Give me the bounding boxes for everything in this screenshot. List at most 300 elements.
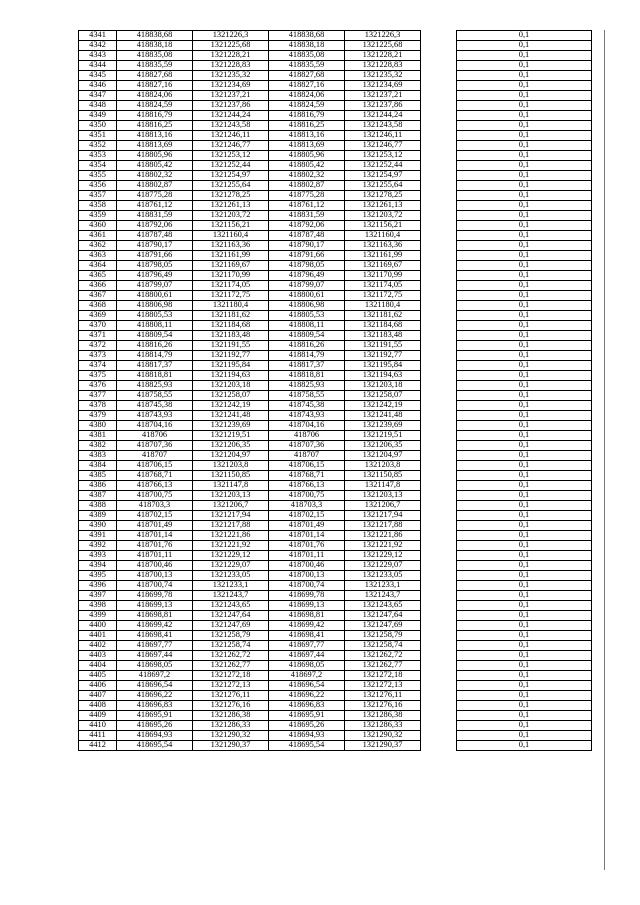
y-coord-repeat-cell: 1321195,84 <box>345 361 421 371</box>
y-coord-repeat-cell: 1321233,05 <box>345 571 421 581</box>
point-number-cell: 4392 <box>79 541 117 551</box>
x-coord-cell: 418704,16 <box>117 421 193 431</box>
x-coord-repeat-cell: 418766,13 <box>269 481 345 491</box>
y-coord-repeat-cell: 1321228,21 <box>345 51 421 61</box>
column-gap <box>421 741 457 751</box>
accuracy-cell: 0,1 <box>457 291 592 301</box>
x-coord-cell: 418699,42 <box>117 621 193 631</box>
table-row <box>79 571 592 581</box>
point-number-cell: 4341 <box>79 31 117 41</box>
table-row <box>79 641 592 651</box>
column-gap <box>421 571 457 581</box>
x-coord-repeat-cell: 418806,98 <box>269 301 345 311</box>
accuracy-cell: 0,1 <box>457 151 592 161</box>
table-row <box>79 261 592 271</box>
accuracy-cell: 0,1 <box>457 671 592 681</box>
y-coord-repeat-cell: 1321226,3 <box>345 31 421 41</box>
y-coord-cell: 1321247,64 <box>193 611 269 621</box>
table-row <box>79 181 592 191</box>
point-number-cell: 4389 <box>79 511 117 521</box>
accuracy-cell: 0,1 <box>457 691 592 701</box>
accuracy-cell: 0,1 <box>457 521 592 531</box>
y-coord-repeat-cell: 1321247,69 <box>345 621 421 631</box>
accuracy-cell: 0,1 <box>457 141 592 151</box>
x-coord-repeat-cell: 418791,66 <box>269 251 345 261</box>
y-coord-repeat-cell: 1321254,97 <box>345 171 421 181</box>
y-coord-repeat-cell: 1321252,44 <box>345 161 421 171</box>
y-coord-cell: 1321258,07 <box>193 391 269 401</box>
point-number-cell: 4364 <box>79 261 117 271</box>
x-coord-repeat-cell: 418827,16 <box>269 81 345 91</box>
x-coord-cell: 418696,54 <box>117 681 193 691</box>
x-coord-cell: 418787,48 <box>117 231 193 241</box>
x-coord-cell: 418701,76 <box>117 541 193 551</box>
y-coord-cell: 1321244,24 <box>193 111 269 121</box>
point-number-cell: 4370 <box>79 321 117 331</box>
column-gap <box>421 601 457 611</box>
x-coord-repeat-cell: 418824,59 <box>269 101 345 111</box>
y-coord-repeat-cell: 1321203,18 <box>345 381 421 391</box>
accuracy-cell: 0,1 <box>457 221 592 231</box>
x-coord-repeat-cell: 418817,37 <box>269 361 345 371</box>
y-coord-cell: 1321161,99 <box>193 251 269 261</box>
point-number-cell: 4403 <box>79 651 117 661</box>
x-coord-repeat-cell: 418827,68 <box>269 71 345 81</box>
y-coord-cell: 1321247,69 <box>193 621 269 631</box>
column-gap <box>421 351 457 361</box>
y-coord-cell: 1321172,75 <box>193 291 269 301</box>
x-coord-repeat-cell: 418758,55 <box>269 391 345 401</box>
table-row <box>79 381 592 391</box>
y-coord-repeat-cell: 1321181,62 <box>345 311 421 321</box>
column-gap <box>421 511 457 521</box>
table-row <box>79 411 592 421</box>
table-row <box>79 31 592 41</box>
accuracy-cell: 0,1 <box>457 551 592 561</box>
column-gap <box>421 81 457 91</box>
accuracy-cell: 0,1 <box>457 741 592 751</box>
accuracy-cell: 0,1 <box>457 731 592 741</box>
table-row <box>79 531 592 541</box>
table-row <box>79 401 592 411</box>
x-coord-cell: 418701,49 <box>117 521 193 531</box>
table-row <box>79 331 592 341</box>
point-number-cell: 4382 <box>79 441 117 451</box>
accuracy-cell: 0,1 <box>457 631 592 641</box>
y-coord-repeat-cell: 1321286,33 <box>345 721 421 731</box>
y-coord-repeat-cell: 1321241,48 <box>345 411 421 421</box>
point-number-cell: 4404 <box>79 661 117 671</box>
point-number-cell: 4380 <box>79 421 117 431</box>
y-coord-cell: 1321194,63 <box>193 371 269 381</box>
y-coord-repeat-cell: 1321239,69 <box>345 421 421 431</box>
point-number-cell: 4363 <box>79 251 117 261</box>
x-coord-cell: 418697,77 <box>117 641 193 651</box>
accuracy-cell: 0,1 <box>457 391 592 401</box>
column-gap <box>421 671 457 681</box>
y-coord-repeat-cell: 1321258,79 <box>345 631 421 641</box>
y-coord-repeat-cell: 1321262,72 <box>345 651 421 661</box>
accuracy-cell: 0,1 <box>457 441 592 451</box>
table-row <box>79 741 592 751</box>
x-coord-cell: 418802,87 <box>117 181 193 191</box>
y-coord-repeat-cell: 1321262,77 <box>345 661 421 671</box>
point-number-cell: 4350 <box>79 121 117 131</box>
y-coord-cell: 1321163,36 <box>193 241 269 251</box>
y-coord-cell: 1321286,38 <box>193 711 269 721</box>
x-coord-repeat-cell: 418805,42 <box>269 161 345 171</box>
column-gap <box>421 271 457 281</box>
x-coord-repeat-cell: 418701,76 <box>269 541 345 551</box>
accuracy-cell: 0,1 <box>457 421 592 431</box>
y-coord-repeat-cell: 1321255,64 <box>345 181 421 191</box>
table-row <box>79 71 592 81</box>
x-coord-repeat-cell: 418814,79 <box>269 351 345 361</box>
accuracy-cell: 0,1 <box>457 401 592 411</box>
y-coord-repeat-cell: 1321253,12 <box>345 151 421 161</box>
column-gap <box>421 681 457 691</box>
point-number-cell: 4366 <box>79 281 117 291</box>
table-row <box>79 681 592 691</box>
point-number-cell: 4371 <box>79 331 117 341</box>
table-row <box>79 61 592 71</box>
y-coord-cell: 1321290,37 <box>193 741 269 751</box>
y-coord-repeat-cell: 1321278,25 <box>345 191 421 201</box>
table-row <box>79 551 592 561</box>
y-coord-repeat-cell: 1321160,4 <box>345 231 421 241</box>
table-row <box>79 481 592 491</box>
y-coord-repeat-cell: 1321206,7 <box>345 501 421 511</box>
column-gap <box>421 531 457 541</box>
y-coord-cell: 1321203,72 <box>193 211 269 221</box>
column-gap <box>421 731 457 741</box>
table-row <box>79 101 592 111</box>
point-number-cell: 4344 <box>79 61 117 71</box>
point-number-cell: 4396 <box>79 581 117 591</box>
accuracy-cell: 0,1 <box>457 331 592 341</box>
x-coord-cell: 418791,66 <box>117 251 193 261</box>
x-coord-repeat-cell: 418813,69 <box>269 141 345 151</box>
column-gap <box>421 651 457 661</box>
y-coord-repeat-cell: 1321243,58 <box>345 121 421 131</box>
y-coord-cell: 1321242,19 <box>193 401 269 411</box>
x-coord-repeat-cell: 418704,16 <box>269 421 345 431</box>
table-row <box>79 51 592 61</box>
y-coord-cell: 1321183,48 <box>193 331 269 341</box>
column-gap <box>421 161 457 171</box>
accuracy-cell: 0,1 <box>457 281 592 291</box>
x-coord-cell: 418694,93 <box>117 731 193 741</box>
y-coord-repeat-cell: 1321204,97 <box>345 451 421 461</box>
x-coord-repeat-cell: 418816,26 <box>269 341 345 351</box>
y-coord-cell: 1321276,11 <box>193 691 269 701</box>
point-number-cell: 4379 <box>79 411 117 421</box>
y-coord-repeat-cell: 1321228,83 <box>345 61 421 71</box>
accuracy-cell: 0,1 <box>457 361 592 371</box>
y-coord-cell: 1321246,11 <box>193 131 269 141</box>
y-coord-cell: 1321254,97 <box>193 171 269 181</box>
column-gap <box>421 231 457 241</box>
x-coord-cell: 418701,14 <box>117 531 193 541</box>
x-coord-repeat-cell: 418824,06 <box>269 91 345 101</box>
y-coord-cell: 1321237,21 <box>193 91 269 101</box>
point-number-cell: 4402 <box>79 641 117 651</box>
column-gap <box>421 481 457 491</box>
y-coord-repeat-cell: 1321163,36 <box>345 241 421 251</box>
accuracy-cell: 0,1 <box>457 121 592 131</box>
accuracy-cell: 0,1 <box>457 251 592 261</box>
y-coord-cell: 1321272,18 <box>193 671 269 681</box>
x-coord-repeat-cell: 418700,13 <box>269 571 345 581</box>
table-row <box>79 201 592 211</box>
accuracy-cell: 0,1 <box>457 651 592 661</box>
x-coord-repeat-cell: 418775,28 <box>269 191 345 201</box>
x-coord-repeat-cell: 418792,06 <box>269 221 345 231</box>
x-coord-cell: 418698,05 <box>117 661 193 671</box>
y-coord-repeat-cell: 1321290,37 <box>345 741 421 751</box>
y-coord-repeat-cell: 1321217,94 <box>345 511 421 521</box>
table-row <box>79 121 592 131</box>
x-coord-cell: 418700,75 <box>117 491 193 501</box>
x-coord-cell: 418700,13 <box>117 571 193 581</box>
y-coord-cell: 1321229,12 <box>193 551 269 561</box>
y-coord-repeat-cell: 1321191,55 <box>345 341 421 351</box>
y-coord-cell: 1321203,8 <box>193 461 269 471</box>
column-gap <box>421 401 457 411</box>
point-number-cell: 4375 <box>79 371 117 381</box>
point-number-cell: 4381 <box>79 431 117 441</box>
accuracy-cell: 0,1 <box>457 271 592 281</box>
accuracy-cell: 0,1 <box>457 591 592 601</box>
table-row <box>79 631 592 641</box>
y-coord-cell: 1321261,13 <box>193 201 269 211</box>
y-coord-repeat-cell: 1321234,69 <box>345 81 421 91</box>
table-row <box>79 561 592 571</box>
y-coord-cell: 1321226,3 <box>193 31 269 41</box>
y-coord-repeat-cell: 1321242,19 <box>345 401 421 411</box>
column-gap <box>421 441 457 451</box>
table-row <box>79 441 592 451</box>
accuracy-cell: 0,1 <box>457 451 592 461</box>
y-coord-cell: 1321217,94 <box>193 511 269 521</box>
x-coord-repeat-cell: 418694,93 <box>269 731 345 741</box>
table-row <box>79 191 592 201</box>
x-coord-cell: 418825,93 <box>117 381 193 391</box>
x-coord-repeat-cell: 418802,87 <box>269 181 345 191</box>
accuracy-cell: 0,1 <box>457 211 592 221</box>
x-coord-repeat-cell: 418701,49 <box>269 521 345 531</box>
column-gap <box>421 591 457 601</box>
column-gap <box>421 641 457 651</box>
accuracy-cell: 0,1 <box>457 61 592 71</box>
y-coord-cell: 1321243,65 <box>193 601 269 611</box>
y-coord-repeat-cell: 1321180,4 <box>345 301 421 311</box>
y-coord-cell: 1321290,32 <box>193 731 269 741</box>
x-coord-cell: 418706,15 <box>117 461 193 471</box>
table-row <box>79 621 592 631</box>
y-coord-repeat-cell: 1321206,35 <box>345 441 421 451</box>
x-coord-cell: 418798,05 <box>117 261 193 271</box>
x-coord-cell: 418696,22 <box>117 691 193 701</box>
x-coord-repeat-cell: 418696,83 <box>269 701 345 711</box>
y-coord-repeat-cell: 1321221,86 <box>345 531 421 541</box>
x-coord-repeat-cell: 418816,79 <box>269 111 345 121</box>
x-coord-cell: 418809,54 <box>117 331 193 341</box>
x-coord-repeat-cell: 418695,91 <box>269 711 345 721</box>
x-coord-cell: 418805,42 <box>117 161 193 171</box>
table-row <box>79 171 592 181</box>
accuracy-cell: 0,1 <box>457 191 592 201</box>
y-coord-repeat-cell: 1321272,18 <box>345 671 421 681</box>
column-gap <box>421 631 457 641</box>
table-row <box>79 141 592 151</box>
y-coord-cell: 1321204,97 <box>193 451 269 461</box>
x-coord-cell: 418827,68 <box>117 71 193 81</box>
y-coord-repeat-cell: 1321203,72 <box>345 211 421 221</box>
y-coord-cell: 1321278,25 <box>193 191 269 201</box>
y-coord-cell: 1321206,7 <box>193 501 269 511</box>
y-coord-cell: 1321258,74 <box>193 641 269 651</box>
table-row <box>79 671 592 681</box>
x-coord-repeat-cell: 418805,53 <box>269 311 345 321</box>
table-row <box>79 591 592 601</box>
point-number-cell: 4361 <box>79 231 117 241</box>
accuracy-cell: 0,1 <box>457 201 592 211</box>
table-row <box>79 721 592 731</box>
point-number-cell: 4387 <box>79 491 117 501</box>
point-number-cell: 4343 <box>79 51 117 61</box>
point-number-cell: 4367 <box>79 291 117 301</box>
x-coord-cell: 418818,81 <box>117 371 193 381</box>
point-number-cell: 4374 <box>79 361 117 371</box>
y-coord-repeat-cell: 1321219,51 <box>345 431 421 441</box>
accuracy-cell: 0,1 <box>457 601 592 611</box>
column-gap <box>421 311 457 321</box>
column-gap <box>421 471 457 481</box>
column-gap <box>421 501 457 511</box>
y-coord-repeat-cell: 1321221,92 <box>345 541 421 551</box>
x-coord-repeat-cell: 418787,48 <box>269 231 345 241</box>
x-coord-repeat-cell: 418697,77 <box>269 641 345 651</box>
x-coord-cell: 418695,91 <box>117 711 193 721</box>
x-coord-cell: 418806,98 <box>117 301 193 311</box>
y-coord-repeat-cell: 1321174,05 <box>345 281 421 291</box>
table-row <box>79 691 592 701</box>
x-coord-cell: 418700,46 <box>117 561 193 571</box>
x-coord-repeat-cell: 418703,3 <box>269 501 345 511</box>
x-coord-cell: 418697,2 <box>117 671 193 681</box>
x-coord-repeat-cell: 418805,96 <box>269 151 345 161</box>
table-row <box>79 341 592 351</box>
point-number-cell: 4397 <box>79 591 117 601</box>
y-coord-repeat-cell: 1321276,11 <box>345 691 421 701</box>
accuracy-cell: 0,1 <box>457 541 592 551</box>
y-coord-cell: 1321170,99 <box>193 271 269 281</box>
y-coord-repeat-cell: 1321203,8 <box>345 461 421 471</box>
y-coord-cell: 1321255,64 <box>193 181 269 191</box>
y-coord-cell: 1321272,13 <box>193 681 269 691</box>
accuracy-cell: 0,1 <box>457 371 592 381</box>
table-row <box>79 661 592 671</box>
accuracy-cell: 0,1 <box>457 681 592 691</box>
x-coord-repeat-cell: 418699,78 <box>269 591 345 601</box>
x-coord-cell: 418835,08 <box>117 51 193 61</box>
x-coord-repeat-cell: 418706 <box>269 431 345 441</box>
column-gap <box>421 421 457 431</box>
table-row <box>79 511 592 521</box>
point-number-cell: 4347 <box>79 91 117 101</box>
x-coord-repeat-cell: 418696,22 <box>269 691 345 701</box>
x-coord-cell: 418702,15 <box>117 511 193 521</box>
table-row <box>79 611 592 621</box>
accuracy-cell: 0,1 <box>457 51 592 61</box>
x-coord-cell: 418800,61 <box>117 291 193 301</box>
y-coord-cell: 1321252,44 <box>193 161 269 171</box>
point-number-cell: 4358 <box>79 201 117 211</box>
accuracy-cell: 0,1 <box>457 91 592 101</box>
point-number-cell: 4398 <box>79 601 117 611</box>
column-gap <box>421 291 457 301</box>
x-coord-repeat-cell: 418818,81 <box>269 371 345 381</box>
column-gap <box>421 721 457 731</box>
column-gap <box>421 691 457 701</box>
column-gap <box>421 581 457 591</box>
y-coord-cell: 1321234,69 <box>193 81 269 91</box>
y-coord-repeat-cell: 1321235,32 <box>345 71 421 81</box>
x-coord-cell: 418695,54 <box>117 741 193 751</box>
accuracy-cell: 0,1 <box>457 641 592 651</box>
accuracy-cell: 0,1 <box>457 471 592 481</box>
x-coord-repeat-cell: 418699,13 <box>269 601 345 611</box>
point-number-cell: 4407 <box>79 691 117 701</box>
x-coord-repeat-cell: 418761,12 <box>269 201 345 211</box>
y-coord-repeat-cell: 1321272,13 <box>345 681 421 691</box>
column-gap <box>421 221 457 231</box>
y-coord-repeat-cell: 1321258,74 <box>345 641 421 651</box>
column-gap <box>421 261 457 271</box>
table-row <box>79 471 592 481</box>
y-coord-repeat-cell: 1321184,68 <box>345 321 421 331</box>
column-gap <box>421 121 457 131</box>
table-row <box>79 581 592 591</box>
y-coord-cell: 1321286,33 <box>193 721 269 731</box>
y-coord-cell: 1321228,21 <box>193 51 269 61</box>
table-row <box>79 41 592 51</box>
point-number-cell: 4356 <box>79 181 117 191</box>
column-gap <box>421 331 457 341</box>
accuracy-cell: 0,1 <box>457 561 592 571</box>
x-coord-repeat-cell: 418702,15 <box>269 511 345 521</box>
column-gap <box>421 251 457 261</box>
point-number-cell: 4393 <box>79 551 117 561</box>
accuracy-cell: 0,1 <box>457 101 592 111</box>
column-gap <box>421 241 457 251</box>
column-gap <box>421 91 457 101</box>
y-coord-cell: 1321221,92 <box>193 541 269 551</box>
y-coord-cell: 1321235,32 <box>193 71 269 81</box>
y-coord-repeat-cell: 1321156,21 <box>345 221 421 231</box>
y-coord-repeat-cell: 1321203,13 <box>345 491 421 501</box>
table-row <box>79 421 592 431</box>
x-coord-cell: 418805,96 <box>117 151 193 161</box>
accuracy-cell: 0,1 <box>457 241 592 251</box>
x-coord-repeat-cell: 418800,61 <box>269 291 345 301</box>
x-coord-repeat-cell: 418790,17 <box>269 241 345 251</box>
y-coord-cell: 1321239,69 <box>193 421 269 431</box>
table-row <box>79 601 592 611</box>
y-coord-cell: 1321203,18 <box>193 381 269 391</box>
y-coord-cell: 1321219,51 <box>193 431 269 441</box>
